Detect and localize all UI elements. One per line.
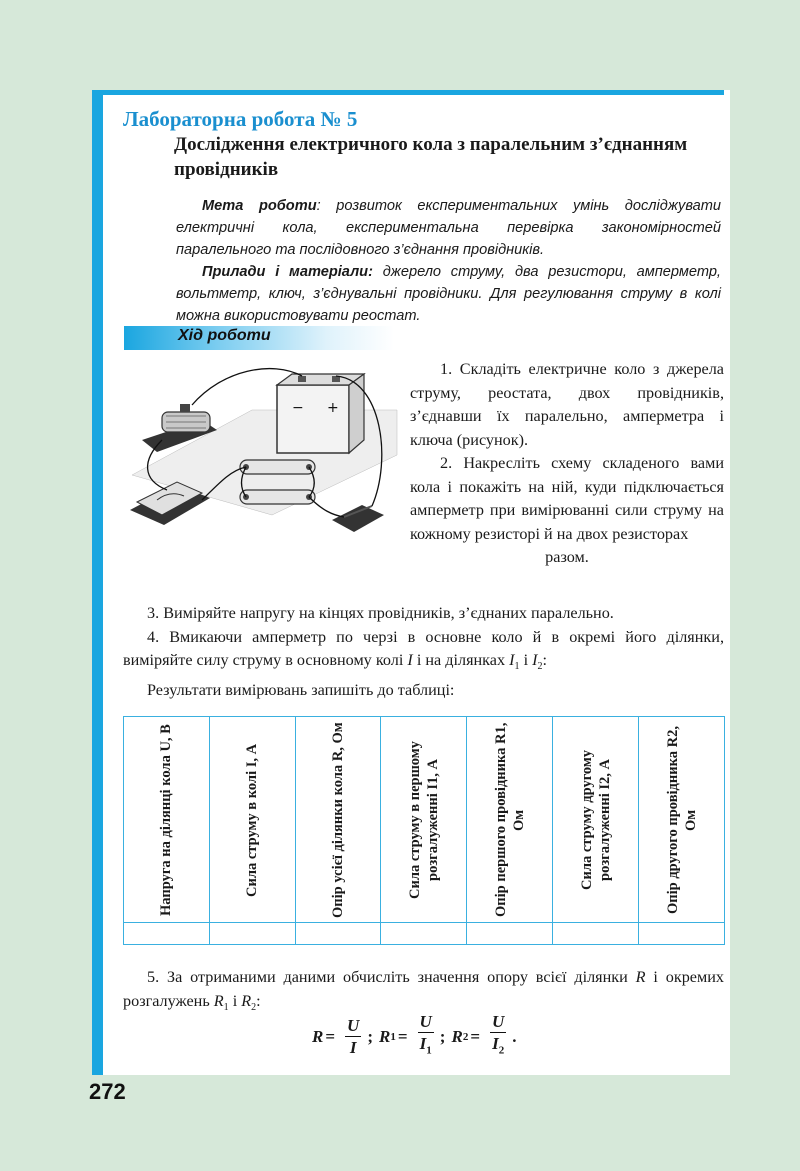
formula-sub-2: 2: [462, 1031, 469, 1043]
table-header-cell: [381, 717, 467, 923]
goal-text: : розвиток експериментальних умінь досліджувати електричні кола, експериментальна перевірка закономірностей паралельного та послідовного з’єднання провідників.: [176, 198, 722, 258]
subscript-2: 2: [537, 661, 543, 673]
step-2-end: разом.: [545, 548, 589, 566]
header-voltage: Напруга на ділянці кола U, В: [158, 723, 175, 916]
table-header-cell: [295, 717, 381, 923]
subscript-1: 1: [223, 1001, 229, 1013]
step-3: 3. Виміряйте напругу на кінцях провідників, з’єднаних паралельно.: [147, 604, 614, 622]
formula-sub-2: 2: [498, 1044, 505, 1057]
table-cell[interactable]: [209, 923, 295, 945]
formula-equals: =: [470, 1027, 480, 1046]
formula-equals: =: [397, 1027, 408, 1046]
table-row: [124, 923, 725, 945]
symbol-R2: R: [241, 991, 252, 1010]
table-header-row: [124, 717, 725, 923]
circuit-illustration: [122, 360, 402, 550]
page-top-rule: [92, 90, 724, 95]
step-5-text-c: і: [228, 991, 242, 1010]
materials-label: Прилади і матеріали:: [202, 264, 373, 280]
table-cell[interactable]: [295, 923, 381, 945]
table-header-cell: [639, 717, 725, 923]
formula-R2: R: [451, 1027, 463, 1046]
formula-R1: R: [378, 1027, 391, 1046]
header-current-1: Сила струму в першому розгалуженні I1, А: [406, 740, 441, 899]
header-resistance-1: Опір першого провідника R1, Ом: [492, 722, 527, 917]
step-4-text-b: і на ділянках: [412, 651, 510, 669]
fraction-u-i1: [418, 1012, 434, 1061]
materials-text: джерело струму, два резистори, амперметр, вольтметр, ключ, з’єднувальні провідники. Для регулювання струму в колі можна використовувати реостат.: [176, 264, 721, 324]
fraction-denominator: I: [349, 1037, 357, 1057]
step-5-text-a: 5. За отриманими даними обчисліть значення опору всієї ділянки: [147, 968, 636, 986]
table-cell[interactable]: [124, 923, 210, 945]
fraction-numerator: U: [492, 1012, 505, 1032]
goal-paragraph: [176, 195, 721, 261]
svg-text:+: +: [327, 400, 339, 416]
results-intro: Результати вимірювань запишіть до таблиці:: [147, 680, 455, 699]
fraction-numerator: U: [347, 1015, 360, 1035]
symbol-R: R: [635, 968, 646, 986]
fraction-den-I2: I: [492, 1034, 499, 1054]
step-1: 1. Складіть електричне коло з джерела струму, реостата, двох провідників, з’єднавши їх паралельно, амперметра і ключа (рисунок).: [410, 360, 724, 449]
symbol-I2: I: [532, 651, 538, 669]
table-header-cell: [124, 717, 210, 923]
svg-text:−: −: [292, 400, 304, 416]
symbol-I1: I: [509, 651, 515, 669]
step-4-text-a: 4. Вмикаючи амперметр по черзі в основне коло й в окремі його ділянки, виміряйте силу струму в основному колі: [123, 627, 724, 669]
fraction-denominator: [492, 1033, 504, 1061]
step-5-text-b: і окремих розгалужень: [123, 968, 724, 1010]
header-current: Сила струму в колі I, А: [244, 742, 261, 897]
lab-title: Лабораторна робота № 5: [123, 107, 358, 131]
table-header-cell: [209, 717, 295, 923]
fraction-u-i2: [490, 1012, 506, 1061]
fraction-u-i: [345, 1016, 361, 1059]
step-4-text-d: :: [542, 651, 547, 669]
formula-equals: =: [325, 1027, 336, 1046]
lab-subtitle: Дослідження електричного кола з паралельним з’єднанням провідників: [174, 134, 688, 180]
step-2: 2. Накресліть схему складеного вами кола і покажіть на ній, куди підключається амперметр при вимірюванні сили струму на кожному резисторі й на двох резисторах: [410, 454, 724, 543]
table-header-cell: [553, 717, 639, 923]
subscript-2: 2: [251, 1001, 257, 1013]
table-cell[interactable]: [381, 923, 467, 945]
step-4: [123, 626, 724, 679]
header-resistance: Опір усієї ділянки кола R, Ом: [330, 721, 347, 918]
header-resistance-2: Опір другого провідника R2, Ом: [664, 725, 699, 914]
table-cell[interactable]: [467, 923, 553, 945]
materials-paragraph: [176, 261, 721, 327]
steps-full-width: [123, 602, 724, 702]
formula-period: .: [512, 1027, 517, 1046]
table-header-cell: [467, 717, 553, 923]
header-current-2: Сила струму другому розгалуженні I2, А: [578, 749, 613, 890]
fraction-numerator: U: [419, 1012, 432, 1032]
table-cell[interactable]: [553, 923, 639, 945]
step-4-text-c: і: [519, 651, 533, 669]
page-number: 272: [89, 1079, 126, 1104]
fraction-denominator: [420, 1033, 432, 1061]
formula-R: R: [312, 1027, 324, 1046]
subscript-1: 1: [514, 661, 520, 673]
formula-separator: ;: [367, 1027, 373, 1046]
formula-separator: ;: [439, 1027, 446, 1046]
page-accent-bar: [92, 90, 103, 1075]
step-5-text-d: :: [256, 991, 261, 1010]
resistance-formula: [312, 1012, 523, 1062]
formula-sub-1: 1: [390, 1031, 396, 1043]
symbol-R1: R: [213, 991, 224, 1010]
goal-label: Мета роботи: [202, 198, 317, 214]
section-title: Хід роботи: [178, 327, 271, 344]
formula-sub-1: 1: [426, 1044, 432, 1057]
table-cell[interactable]: [639, 923, 725, 945]
steps-right-column: [410, 358, 724, 570]
results-table: [123, 716, 725, 945]
goal-block: [176, 195, 721, 327]
symbol-I: I: [407, 651, 413, 669]
fraction-den-I1: I: [419, 1034, 427, 1054]
